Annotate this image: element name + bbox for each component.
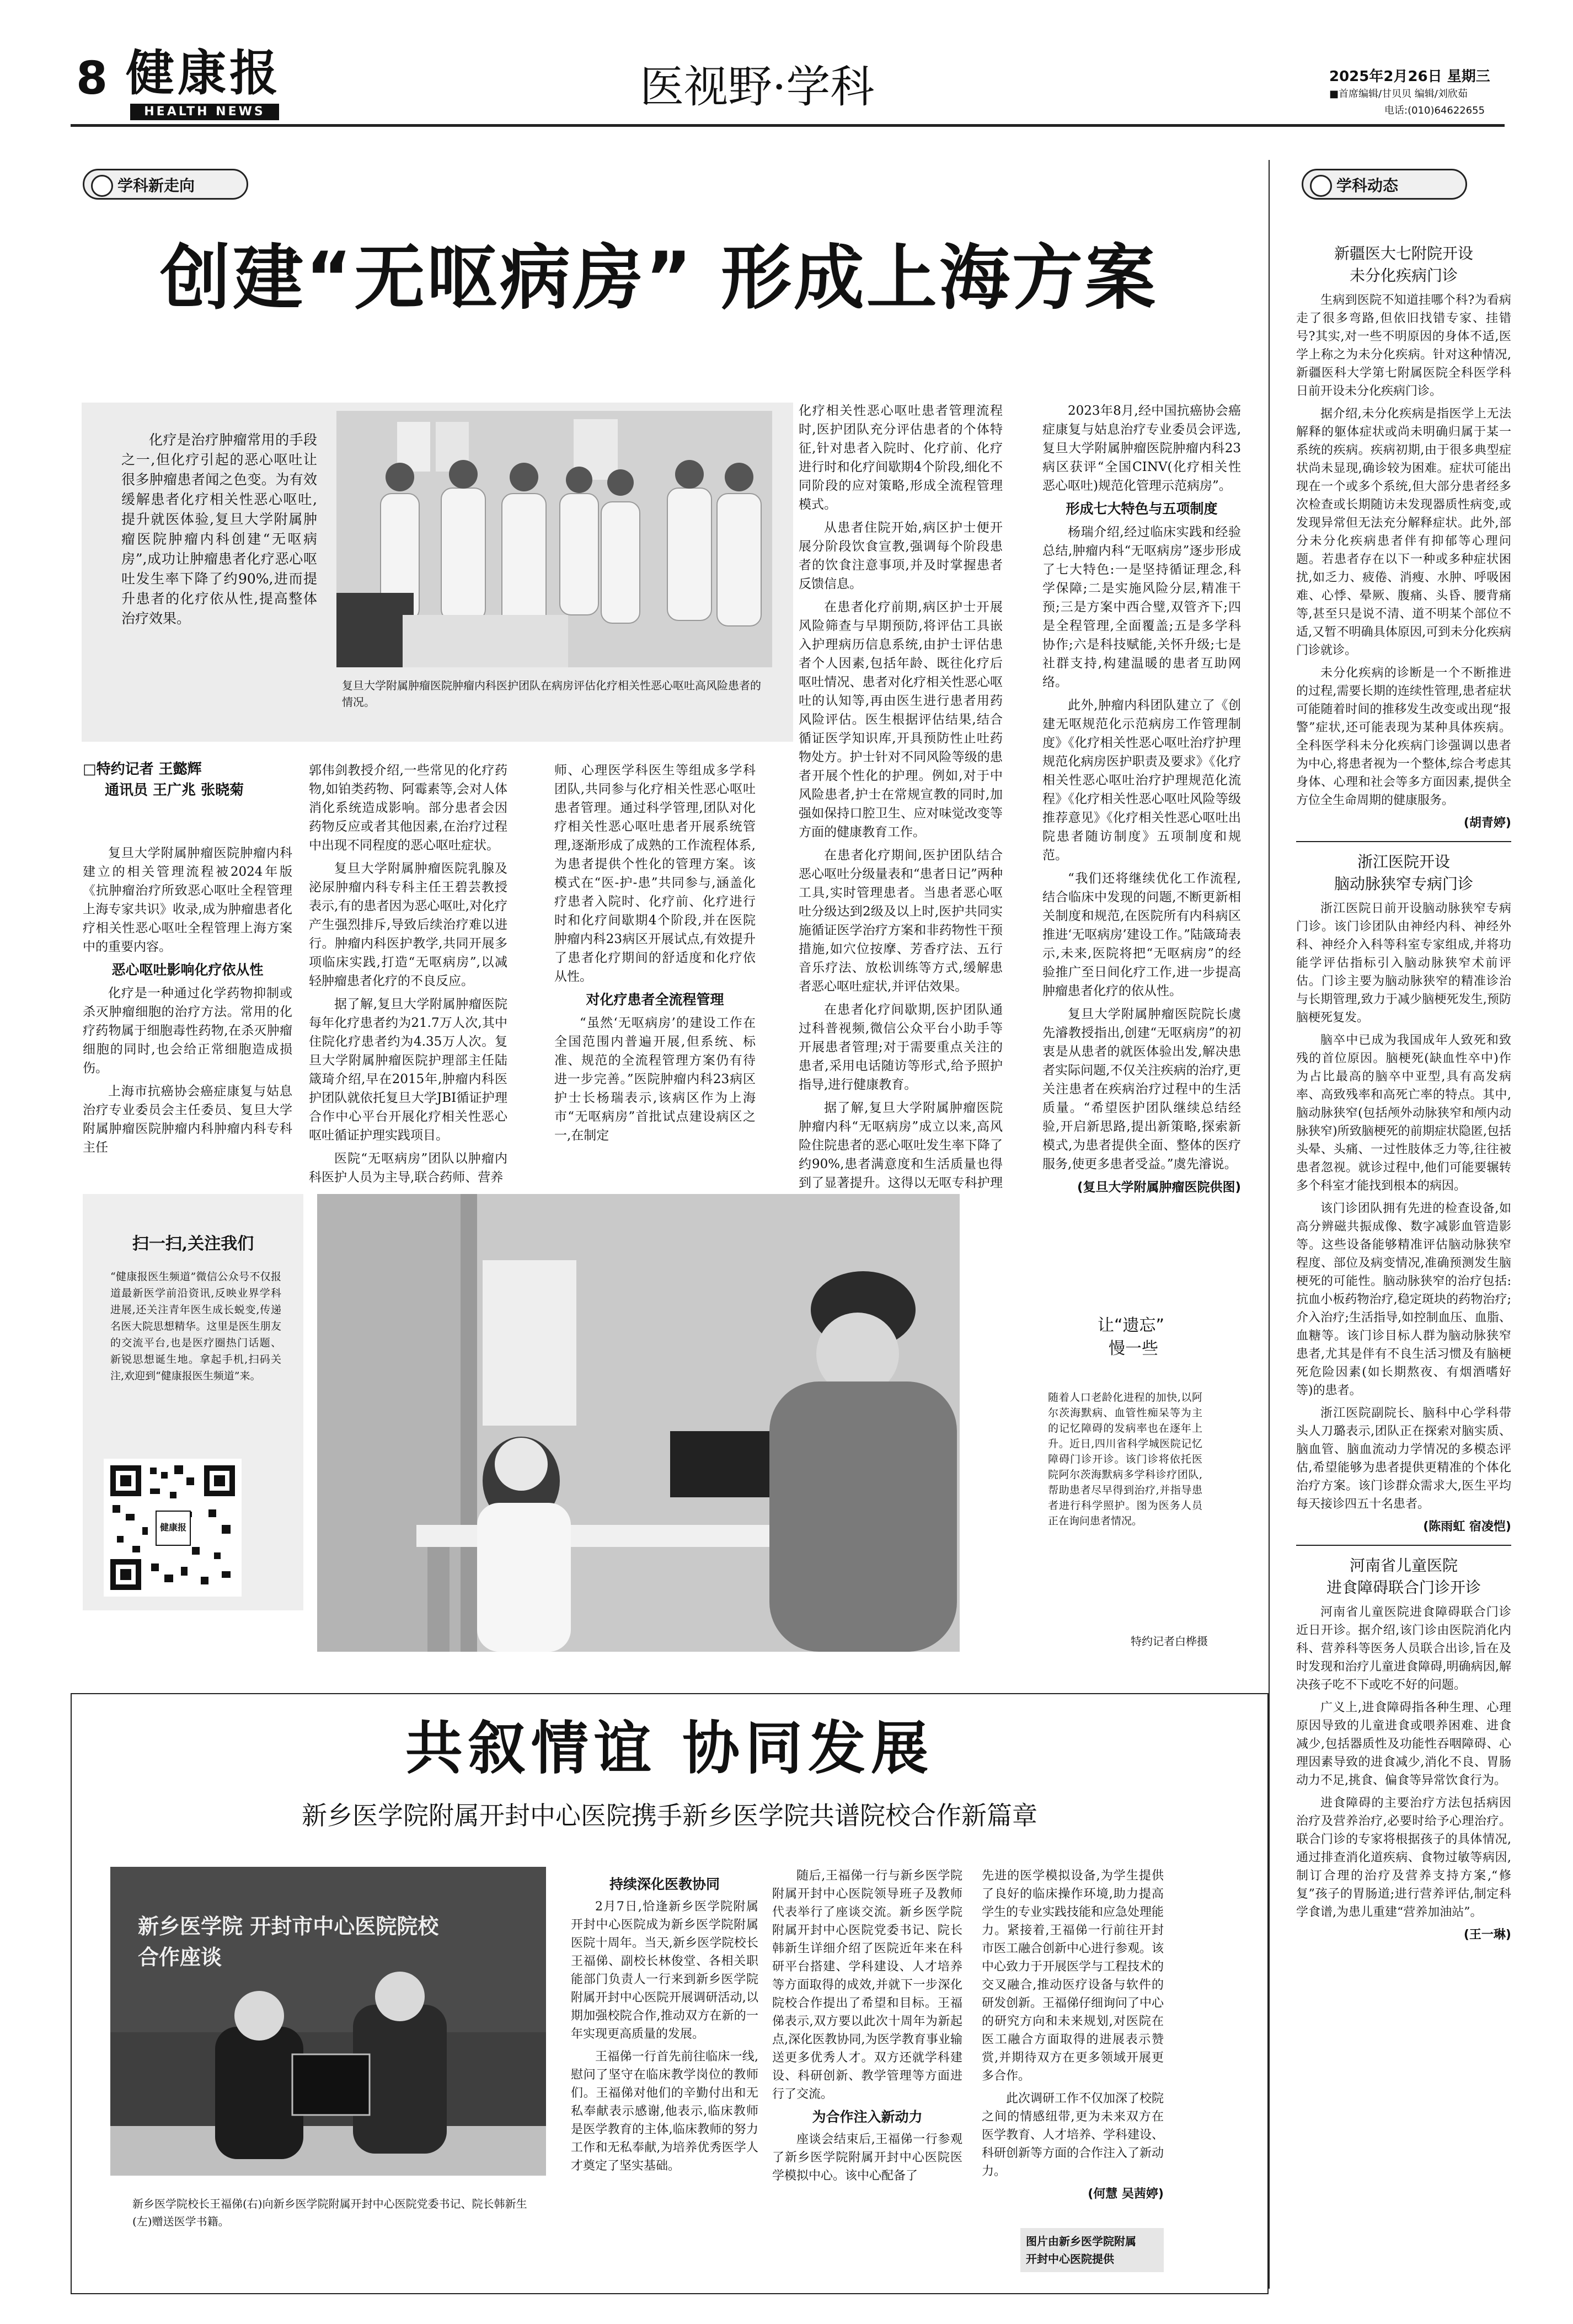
qr-code[interactable] <box>104 1459 242 1597</box>
brief-item-henan <box>1296 1555 1511 1944</box>
paragraph: 上海市抗癌协会癌症康复与姑息治疗专业委员会主任委员、复旦大学附属肿瘤医院肿瘤内科肿瘤内科专科主任 <box>83 1084 292 1155</box>
paragraph: 脑卒中已成为我国成年人致死和致残的首位原因。脑梗死(缺血性卒中)作为占比最高的脑卒中亚型,具有高发病率、高致残率和高死亡率的特点。其中,脑动脉狭窄(包括颅外动脉狭窄和颅内动脉狭窄)所致脑梗死的前期症状隐匿,包括头晕、头痛、一过性肢体乏力等,往往被患者忽视。就诊过程中,他们可能要辗转多个科室才能找到根本的病因。 <box>1296 1034 1511 1193</box>
paragraph: 医院“无呕病房”团队以肿瘤内科医护人员为主导,联合药师、营养 <box>309 1152 507 1185</box>
paragraph: 王福俤一行首先前往临床一线,慰问了坚守在临床教学岗位的教师们。王福俤对他们的辛勤付出和无私奉献表示感谢,他表示,临床教师是医学教育的主体,临床教师的努力工作和无私奉献,为培养优秀医学人才奠定了坚实基础。 <box>571 2050 758 2173</box>
byline-reporter: □特约记者 王懿辉 <box>83 761 202 778</box>
paragraph: 先进的医学模拟设备,为学生提供了良好的临床操作环境,助力提高学生的专业实践技能和应急处理能力。紧接着,王福俤一行前往开封市医工融合创新中心进行参观。该中心致力于开展医学与工程技术的交叉融合,推动医疗设备与软件的研发创新。王福俤仔细询问了中心的研究方向和未来规划,对医院在医工融合方面取得的进展表示赞赏,并期待双方在更多领域开展更多合作。 <box>982 1869 1164 2083</box>
brief-credit: (胡青婷) <box>1463 816 1511 830</box>
paragraph: 在患者化疗前期,病区护士开展风险筛查与早期预防,将评估工具嵌入护理病历信息系统,由护士评估患者个人因素,包括年龄、既往化疗后呕吐情况、患者对化疗相关性恶心呕吐的认知等,再由医生进行患者用药风险评估。医生根据评估结果,结合循证医学知识库,开具预防性止吐药物处方。护士针对不同风险等级的患者开展个性化的护理。例如,对于中风险患者,护士在常规宣教的同时,加强如保持口腔卫生、应对味觉改变等方面的健康教育工作。 <box>799 600 1003 839</box>
qr-box-title: 扫一扫,关注我们 <box>132 1234 254 1254</box>
ward-photo-image <box>336 411 772 667</box>
paragraph: 据介绍,未分化疾病是指医学上无法解释的躯体症状或尚未明确归属于某一系统的疾病。疾病初期,由于很多典型症状尚未显现,确诊较为困难。症状可能出现在一个或多个系统,但大部分患者经多次检查或长期随访未发现器质性病变,或发现异常但无法充分解释症状。此外,部分未分化疾病患者伴有抑郁等心理问题。若患者存在以下一种或多种症状困扰,如乏力、疲倦、消瘦、水肿、呼吸困难、心悸、晕厥、腹痛、头昏、腰背痛等,甚至只是说不清、道不明某个部位不适,又暂不明确具体原因,可到未分化疾病门诊就诊。 <box>1296 407 1511 657</box>
brief-title: 脑动脉狭窄专病门诊 <box>1334 875 1473 893</box>
bottom-photo-credit-line2: 开封中心医院提供 <box>1026 2252 1114 2266</box>
brief-divider <box>1296 841 1511 842</box>
paragraph: 复旦大学附属肿瘤医院院长虞先濬教授指出,创建“无呕病房”的初衷是从患者的就医体验出发,解决患者实际问题,不仅关注疾病的治疗,更关注患者在疾病治疗过程中的生活质量。“希望医护团队继续总结经验,开启新思路,提出新策略,探索新模式,为患者提供全面、整体的医疗服务,使更多患者受益。”虞先濬说。 <box>1042 1007 1241 1171</box>
article-column-2 <box>309 761 507 1185</box>
masthead-rule <box>71 124 1505 127</box>
sidebar-briefs <box>1296 243 1511 2300</box>
section-tag-right: 学科动态 <box>1302 169 1467 200</box>
paragraph: “虽然‘无呕病房’的建设工作在全国范围内普遍开展,但系统、标准、规范的全流程管理方案仍有待进一步完善。”医院肿瘤内科23病区护士长杨瑞表示,该病区作为上海市“无呕病房”首批试点建设病区之一,在制定 <box>554 1016 756 1143</box>
bottom-column-b <box>772 1867 962 2283</box>
article-column-4 <box>799 401 1003 1190</box>
memory-clinic-photo <box>317 1194 1029 1652</box>
bottom-headline: 共叙情谊 协同发展 <box>405 1715 934 1782</box>
subheading: 持续深化医教协同 <box>609 1876 720 1892</box>
bottom-column-c <box>982 1867 1164 2209</box>
brief-title: 浙江医院开设 <box>1357 853 1450 871</box>
brief-divider <box>1296 1545 1511 1546</box>
article-column-5 <box>1042 401 1241 1195</box>
bottom-photo-credit-line1: 图片由新乡医学院附属 <box>1026 2235 1136 2248</box>
pen-icon <box>91 175 113 197</box>
paper-name-en: HEALTH NEWS <box>130 104 279 120</box>
handover-photo-caption: 新乡医学院校长王福俤(右)向新乡医学院附属开封中心医院党委书记、院长韩新生(左)赠送医学书籍。 <box>132 2197 527 2228</box>
brief-item-zhejiang <box>1296 851 1511 1536</box>
paragraph: 化疗是一种通过化学药物抑制或杀灭肿瘤细胞的治疗方法。常用的化疗药物属于细胞毒性药物,在杀灭肿瘤细胞的同时,也会给正常细胞造成损伤。 <box>83 986 292 1075</box>
bottom-subheadline: 新乡医学院附属开封中心医院携手新乡医学院共谱院校合作新篇章 <box>302 1801 1037 1830</box>
ward-photo-caption: 复旦大学附属肿瘤医院肿瘤内科医护团队在病房评估化疗相关性恶心呕吐高风险患者的情况。 <box>342 679 761 709</box>
memory-story-title-2: 慢一些 <box>1109 1339 1158 1358</box>
paragraph: 在患者化疗间歇期,医护团队通过科普视频,微信公众平台小助手等开展患者管理;对于需要重点关注的患者,采用电话随访等形式,给予照护指导,进行健康教育。 <box>799 1003 1003 1092</box>
paragraph: 据了解,复旦大学附属肿瘤医院肿瘤内科“无呕病房”成立以来,高风险住院患者的恶心呕吐发生率下降了约90%,患者满意度和生活质量也得到了显著提升。这得以无呕专科护理 <box>799 1101 1003 1190</box>
brief-title: 未分化疾病门诊 <box>1349 266 1458 285</box>
paper-name: 健康报 <box>126 44 282 101</box>
ward-photo <box>336 411 772 667</box>
paragraph: 该门诊团队拥有先进的检查设备,如高分辨磁共振成像、数字减影血管造影等。这些设备能够精准评估脑动脉狭窄程度、部位及病变情况,准确预测发生脑梗死的可能性。脑动脉狭窄的治疗包括:抗血小板药物治疗,稳定斑块的药物治疗;介入治疗;生活指导,如控制血压、血脂、血糖等。该门诊目标人群为脑动脉狭窄患者,尤其是伴有不良生活习惯及有脑梗死危险因素(如长期熬夜、有烟酒嗜好等)的患者。 <box>1296 1202 1511 1397</box>
handover-screen-title: 新乡医学院 开封市中心医院院校合作座谈 <box>138 1914 439 1969</box>
section-tag-left: 学科新走向 <box>83 169 248 200</box>
paragraph: 据了解,复旦大学附属肿瘤医院每年化疗患者约为21.7万人次,其中住院化疗患者约为4.35万人次。复旦大学附属肿瘤医院护理部主任陆箴琦介绍,早在2015年,肿瘤内科医护团队就依托复旦大学JBI循证护理合作中心平台开展化疗相关性恶心呕吐循证护理实践项目。 <box>309 997 507 1143</box>
brief-title: 河南省儿童医院 <box>1349 1556 1458 1575</box>
paragraph: 随后,王福俤一行与新乡医学院附属开封中心医院领导班子及教师代表举行了座谈交流。新乡医学院附属开封中心医院党委书记、院长韩新生详细介绍了医院近年来在科研平台搭建、学科建设、人才培养等方面取得的成效,并就下一步深化院校合作提出了希望和目标。王福俤表示,双方要以此次十周年为新起点,深化医教协同,为医学教育事业输送更多优秀人才。双方还就学科建设、科研创新、教学管理等方面进行了交流。 <box>772 1869 962 2101</box>
qr-logo-label: 健康报 <box>159 1522 186 1533</box>
bottom-photo-credit-box <box>1020 2228 1164 2272</box>
paragraph: 复旦大学附属肿瘤医院乳腺及泌尿肿瘤内科专科主任王碧芸教授表示,有的患者因为恶心呕吐,对化疗产生强烈排斥,导致后续治疗难以进行。肿瘤内科医护教学,共同开展多项临床实践,打造“无呕病房”,以减轻肿瘤患者化疗的不良反应。 <box>309 861 507 988</box>
paragraph: 河南省儿童医院进食障碍联合门诊近日开诊。据介绍,该门诊由医院消化内科、营养科等医务人员联合出诊,旨在及时发现和治疗儿童进食障碍,明确病因,解决孩子吃不下或吃不好的问题。 <box>1296 1605 1511 1692</box>
paragraph: 复旦大学附属肿瘤医院肿瘤内科建立的相关管理流程被2024年版《抗肿瘤治疗所致恶心呕吐全程管理上海专家共识》收录,成为肿瘤患者化疗相关性恶心呕吐全程管理上海方案中的重要内容。 <box>83 846 292 954</box>
phone-line: 电话:(010)64622655 <box>1384 105 1485 116</box>
brief-title: 进食障碍联合门诊开诊 <box>1326 1578 1481 1597</box>
bottom-column-a <box>571 1875 758 2283</box>
article-credit: (何慧 吴茜婷) <box>1088 2187 1164 2201</box>
paragraph: 郭伟剑教授介绍,一些常见的化疗药物,如铂类药物、阿霉素等,会对人体消化系统造成影响。部分患者会因药物反应或者其他因素,在治疗过程中出现不同程度的恶心呕吐症状。 <box>309 763 507 853</box>
paragraph: 从患者住院开始,病区护士便开展分阶段饮食宣教,强调每个阶段患者的饮食注意事项,并及时掌握患者反馈信息。 <box>799 521 1003 591</box>
brief-item-xinjiang <box>1296 243 1511 832</box>
paragraph: 未分化疾病的诊断是一个不断推进的过程,需要长期的连续性管理,患者症状可能随着时间的推移发生改变或出现“报警”症状,还可能表现为某种具体疾病。全科医学科未分化疾病门诊强调以患者为中心,将患者视为一个整体,综合考虑其身体、心理和社会等多方面因素,提供全方位全生命周期的健康服务。 <box>1296 666 1511 807</box>
paragraph: “我们还将继续优化工作流程,结合临床中发现的问题,不断更新相关制度和规范,在医院所有内科病区推进‘无呕病房’建设工作。”陆箴琦表示,未来,医院将把“无呕病房”的经验推广至日间化疗工作,进一步提高肿瘤患者化疗的依从性。 <box>1042 871 1241 998</box>
brief-credit: (陈雨虹 宿凌恺) <box>1423 1520 1511 1534</box>
paragraph: 师、心理医学科医生等组成多学科团队,共同参与化疗相关性恶心呕吐患者管理。通过科学管理,团队对化疗相关性恶心呕吐患者开展系统管理,逐渐形成了成熟的工作流程体系,为患者提供个性化的管理方案。该模式在“医-护-患”共同参与,涵盖化疗患者入院时、化疗前、化疗进行时和化疗间歇期4个阶段,并在医院肿瘤内科23病区开展试点,有效提升了患者化疗期间的舒适度和化疗依从性。 <box>554 763 756 984</box>
subheading: 对化疗患者全流程管理 <box>586 992 724 1008</box>
brief-title: 新疆医大七附院开设 <box>1334 244 1473 263</box>
paragraph: 杨瑞介绍,经过临床实践和经验总结,肿瘤内科“无呕病房”逐步形成了七大特色:一是坚持循证理念,科学保障;二是实施风险分层,精准干预;三是方案中西合璧,双管齐下;四是全程管理,全面覆盖;五是多学科协作;六是科技赋能,关怀升级;七是社群支持,构建温暖的患者互助网络。 <box>1042 525 1241 689</box>
paragraph: 化疗相关性恶心呕吐患者管理流程时,医护团队充分评估患者的个体特征,针对患者入院时、化疗前、化疗进行时和化疗间歇期4个阶段,细化不同阶段的应对策略,形成全流程管理模式。 <box>799 404 1003 512</box>
issue-date: 2025年2月26日 星期三 <box>1329 68 1490 85</box>
photo-credit: (复旦大学附属肿瘤医院供图) <box>1077 1180 1241 1195</box>
memory-clinic-image <box>317 1194 1029 1652</box>
memory-story-body: 随着人口老龄化进程的加快,以阿尔茨海默病、血管性痴呆等为主的记忆障碍的发病率也在逐年上升。近日,四川省科学城医院记忆障碍门诊开诊。该门诊将依托医院阿尔茨海默病多学科诊疗团队,帮助患者尽早得到治疗,并指导患者进行科学照护。图为医务人员正在询问患者情况。 <box>1048 1391 1202 1527</box>
paragraph: 此外,肿瘤内科团队建立了《创建无呕规范化示范病房工作管理制度》《化疗相关性恶心呕吐治疗护理规范化病房医护职责及要求》《化疗相关性恶心呕吐治疗护理规范化流程》《化疗相关性恶心呕吐风险等级推荐意见》《化疗相关性恶心呕吐出院患者随访制度》五项制度和规范。 <box>1042 698 1241 863</box>
paragraph: 浙江医院日前开设脑动脉狭窄专病门诊。该门诊团队由神经内科、神经外科、神经介入科等科室专家组成,并将功能学评估指标引入脑动脉狭窄术前评估。门诊主要为脑动脉狭窄的精准诊治与长期管理,致力于减少脑梗死发生,预防脑梗死复发。 <box>1296 902 1511 1025</box>
paragraph: 浙江医院副院长、脑科中心学科带头人刀璐表示,团队正在探索对脑实质、脑血管、脑血流动力学情况的多模态评估,希望能够为患者提供更精准的个体化治疗方案。该门诊群众需求大,医生平均每天接诊四五十名患者。 <box>1296 1406 1511 1511</box>
paragraph: 2月7日,恰逢新乡医学院附属开封中心医院成为新乡医学院附属医院十周年。当天,新乡医学院校长王福俤、副校长林俊堂、各相关职能部门负责人一行来到新乡医学院附属开封中心医院开展调研活动,以期加强校院合作,推动双方在新的一年实现更高质量的发展。 <box>571 1900 758 2041</box>
lede-text <box>121 430 317 717</box>
subheading: 恶心呕吐影响化疗依从性 <box>111 962 264 978</box>
article-column-1 <box>83 844 292 1172</box>
handover-photo <box>110 1867 546 2176</box>
paragraph: 2023年8月,经中国抗癌协会癌症康复与姑息治疗专业委员会评选,复旦大学附属肿瘤医院肿瘤内科23病区获评“全国CINV(化疗相关性恶心呕吐)规范化管理示范病房”。 <box>1042 404 1241 493</box>
subheading: 形成七大特色与五项制度 <box>1066 501 1218 517</box>
lede-paragraph: 化疗是治疗肿瘤常用的手段之一,但化疗引起的恶心呕吐让很多肿瘤患者闻之色变。为有效缓解患者化疗相关性恶心呕吐,提升就医体验,复旦大学附属肿瘤医院肿瘤内科创建“无呕病房”,成功让肿瘤患者化疗恶心呕吐发生率下降了约90%,进而提升患者的化疗依从性,提高整体治疗效果。 <box>121 432 317 626</box>
subheading: 为合作注入新动力 <box>812 2109 923 2125</box>
paragraph: 座谈会结束后,王福俤一行参观了新乡医学院附属开封中心医院医学模拟中心。该中心配备了 <box>772 2133 962 2183</box>
brief-credit: (王一琳) <box>1463 1928 1511 1942</box>
paragraph: 生病到医院不知道挂哪个科?为看病走了很多弯路,但依旧找错专家、挂错号?其实,对一些不明原因的身体不适,医学上称之为未分化疾病。针对这种情况,新疆医科大学第七附属医院全科医学科日前开设未分化疾病门诊。 <box>1296 293 1511 398</box>
main-headline: 创建“无呕病房” 形成上海方案 <box>160 237 1158 319</box>
paragraph: 进食障碍的主要治疗方法包括病因治疗及营养治疗,必要时给予心理治疗。联合门诊的专家将根据孩子的具体情况,通过排查消化道疾病、食物过敏等病因,制订合理的治疗及营养支持方案,“修复”孩子的胃肠道;进行营养评估,制定科学食谱,为患儿重建“营养加油站”。 <box>1296 1796 1511 1919</box>
masthead <box>0 0 1573 127</box>
bulb-icon <box>1310 175 1332 197</box>
qr-box-description: “健康报医生频道”微信公众号不仅报道最新医学前沿资讯,反映业界学科进展,还关注青年医生成长蜕变,传递名医大院思想精华。这里是医生朋友的交流平台,也是医疗圈热门话题、新锐思想诞生地。拿起手机,扫码关注,欢迎到“健康报医生频道”来。 <box>110 1271 281 1382</box>
byline-correspondent: 通讯员 王广兆 张晓菊 <box>105 782 244 799</box>
paragraph: 在患者化疗期间,医护团队结合恶心呕吐分级量表和“患者日记”两种工具,实时管理患者。当患者恶心呕吐分级达到2级及以上时,医护共同实施循证医学治疗方案和非药物性干预措施,如穴位按摩、芳香疗法、五行音乐疗法、放松训练等方式,缓解患者恶心呕吐症状,并评估效果。 <box>799 848 1003 994</box>
sidebar-divider <box>1269 160 1270 2289</box>
memory-story-credit: 特约记者白桦摄 <box>1131 1635 1208 1648</box>
paragraph: 此次调研工作不仅加深了校院之间的情感纽带,更为未来双方在医学教育、人才培养、学科建设、科研创新等方面的合作注入了新动力。 <box>982 2092 1164 2178</box>
page-number: 8 <box>76 52 108 105</box>
section-title: 医视野·学科 <box>640 61 875 113</box>
memory-story-title-1: 让“遗忘” <box>1098 1316 1165 1335</box>
paragraph: 广义上,进食障碍指各种生理、心理原因导致的儿童进食或喂养困难、进食减少,包括器质性及功能性吞咽障碍、心理因素导致的进食减少,消化不良、胃肠动力不足,挑食、偏食等异常饮食行为。 <box>1296 1701 1511 1787</box>
editor-line: ■首席编辑/甘贝贝 编辑/刘欣茹 <box>1329 88 1468 100</box>
article-column-3 <box>554 761 756 1175</box>
